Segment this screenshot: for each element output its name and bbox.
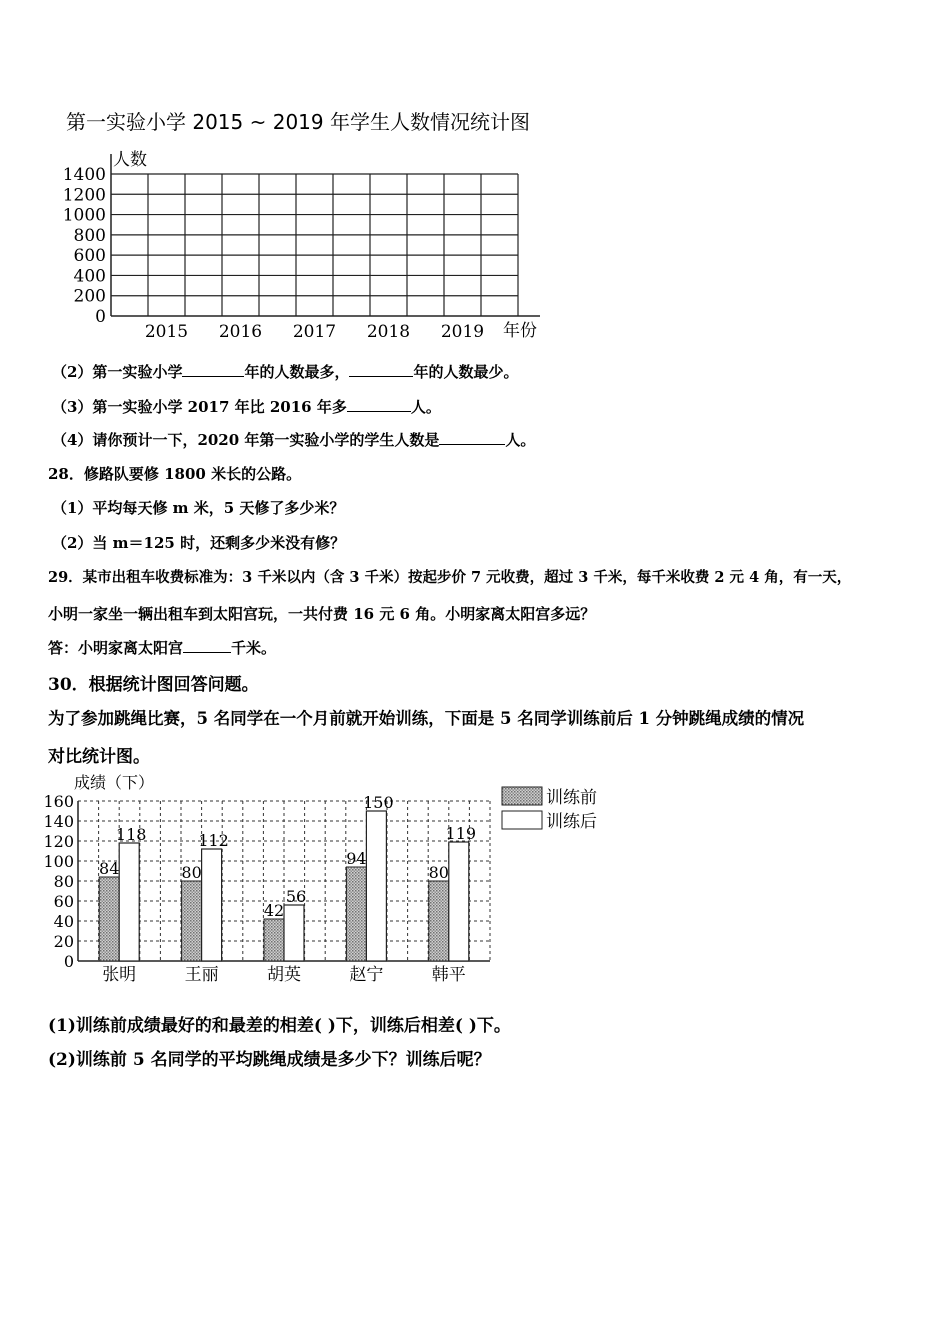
chart2-y-tick-label: 120	[43, 832, 74, 851]
bar-before	[346, 867, 366, 961]
q27-4-text-b: 人。	[505, 431, 536, 449]
chart1-y-tick-label: 400	[73, 266, 106, 287]
chart2-y-label: 成绩（下）	[74, 773, 155, 792]
chart1-y-tick-label: 1200	[62, 185, 106, 206]
question-30-intro-line2: 对比统计图。	[48, 747, 150, 767]
chart2-y-tick-label: 20	[53, 932, 74, 951]
chart1-y-tick-label: 600	[73, 246, 106, 267]
bar-after	[119, 843, 139, 961]
q27-2-text-b: 年的人数最多，	[244, 363, 350, 381]
chart1-x-ticks	[145, 322, 484, 342]
question-28-2: （2）当 m＝125 时，还剩多少米没有修？	[52, 534, 346, 552]
bar-after	[366, 811, 386, 961]
chart1-y-tick-label: 1400	[62, 165, 106, 185]
question-27-3	[52, 396, 441, 417]
bar-after	[202, 849, 222, 961]
chart2-category-label: 王丽	[184, 965, 219, 985]
q27-3-text-a: （3）第一实验小学 2017 年比 2016 年多	[52, 398, 347, 416]
chart1-x-tick-label: 2017	[292, 322, 337, 342]
legend-swatch	[502, 811, 542, 829]
bar-after-label: 150	[363, 793, 394, 812]
chart2-y-tick-label: 60	[53, 892, 74, 911]
chart1-y-tick-label: 1000	[62, 205, 106, 226]
question-30-1: (1)训练前成绩最好的和最差的相差( )下，训练后相差( )下。	[48, 1016, 511, 1036]
answer-blank[interactable]	[347, 396, 411, 412]
chart1-x-tick-label: 2018	[366, 322, 411, 342]
bar-before	[99, 877, 119, 961]
bar-before-label: 84	[99, 859, 120, 878]
question-30: 30．根据统计图回答问题。	[48, 675, 259, 695]
chart1-y-ticks	[63, 165, 106, 327]
bar-before-label: 80	[181, 863, 202, 882]
bar-after	[284, 905, 304, 961]
chart1-x-tick-label: 2016	[218, 322, 263, 342]
answer-blank[interactable]	[183, 637, 231, 653]
bar-after	[449, 842, 469, 961]
question-29-line2: 小明一家坐一辆出租车到太阳宫玩，一共付费 16 元 6 角。小明家离太阳宫多远？	[48, 605, 596, 623]
answer-blank[interactable]	[349, 361, 413, 377]
chart1-y-tick-label: 200	[73, 286, 106, 307]
q27-2-text-c: 年的人数最少。	[413, 363, 519, 381]
chart1-y-tick-label: 800	[73, 225, 106, 246]
q27-3-text-b: 人。	[410, 398, 441, 416]
chart1-x-tick-label: 2015	[144, 322, 189, 342]
chart1-x-label: 年份	[503, 321, 537, 341]
q27-4-text-a: （4）请你预计一下，2020 年第一实验小学的学生人数是	[52, 431, 440, 449]
chart2-y-tick-label: 0	[63, 952, 74, 971]
chart1-x-tick-label: 2019	[440, 322, 485, 342]
chart2-y-tick-label: 140	[43, 812, 74, 831]
chart2-category-label: 赵宁	[349, 965, 384, 985]
chart1-y-label: 人数	[113, 150, 147, 170]
question-29-answer	[48, 637, 276, 658]
bar-before-label: 80	[428, 863, 449, 882]
question-30-2: (2)训练前 5 名同学的平均跳绳成绩是多少下？训练后呢？	[48, 1050, 491, 1070]
chart2-y-tick-label: 40	[53, 912, 74, 931]
q27-2-text-a: （2）第一实验小学	[52, 363, 183, 381]
q29-answer-text-a: 答：小明家离太阳宫	[48, 639, 184, 657]
legend-swatch	[502, 787, 542, 805]
bar-before	[182, 881, 202, 961]
chart1-y-tick-label: 0	[95, 307, 106, 327]
question-29-line1: 29．某市出租车收费标准为：3 千米以内（含 3 千米）按起步价 7 元收费，超过 3 千米，每千米收费 2 元 4 角，有一天，	[48, 569, 852, 586]
chart1-title: 第一实验小学 2015 ~ 2019 年学生人数情况统计图	[66, 110, 530, 134]
bar-before-label: 94	[346, 849, 367, 868]
question-27-2	[52, 361, 518, 382]
chart2-category-label: 胡英	[267, 965, 301, 985]
legend-label: 训练后	[546, 812, 597, 832]
chart2-y-ticks	[43, 792, 74, 971]
chart2-value-labels	[99, 793, 476, 920]
q29-answer-text-b: 千米。	[231, 639, 277, 657]
bar-after-label: 56	[285, 887, 307, 906]
chart2-x-ticks	[102, 965, 466, 985]
question-28: 28．修路队要修 1800 米长的公路。	[48, 465, 302, 483]
question-28-1: （1）平均每天修 m 米，5 天修了多少米？	[52, 499, 345, 517]
answer-blank[interactable]	[439, 429, 505, 445]
bar-before	[264, 919, 284, 961]
bar-after-label: 112	[198, 831, 229, 850]
chart2-category-label: 张明	[102, 965, 137, 985]
question-30-intro-line1: 为了参加跳绳比赛，5 名同学在一个月前就开始训练，下面是 5 名同学训练前后 1 分钟跳绳成绩的情况	[48, 709, 805, 728]
chart2-y-tick-label: 80	[53, 872, 74, 891]
bar-after-label: 118	[115, 825, 147, 844]
bar-before-label: 42	[263, 901, 285, 920]
chart2-y-tick-label: 160	[43, 792, 74, 811]
chart2-legend	[502, 787, 597, 832]
bar-before	[429, 881, 449, 961]
chart2-y-tick-label: 100	[43, 852, 74, 871]
chart2-category-label: 韩平	[431, 965, 466, 985]
jump-rope-chart	[40, 770, 620, 990]
legend-label: 训练前	[546, 788, 597, 808]
bar-after-label: 119	[445, 824, 477, 843]
answer-blank[interactable]	[182, 361, 244, 377]
chart1-grid	[111, 174, 518, 316]
student-count-chart	[55, 140, 555, 350]
question-27-4	[52, 429, 535, 450]
